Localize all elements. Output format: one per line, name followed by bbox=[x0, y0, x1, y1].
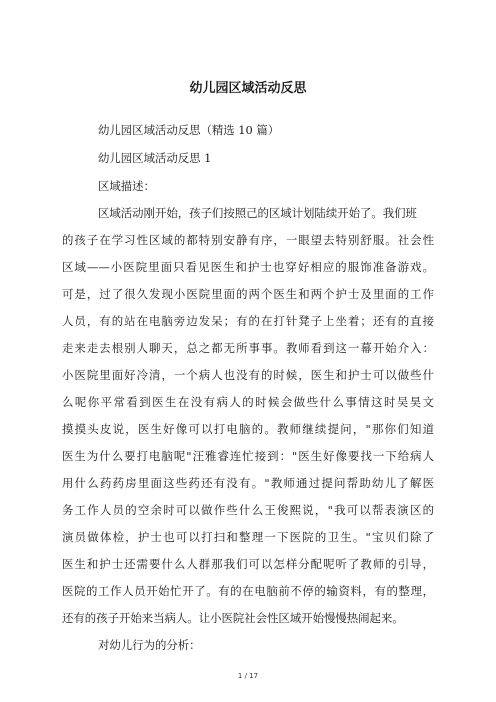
document-subtitle: 幼儿园区域活动反思（精选 10 篇） bbox=[98, 123, 280, 137]
section-heading: 幼儿园区域活动反思 1 bbox=[98, 151, 212, 165]
page-indicator: 1 / 17 bbox=[237, 672, 259, 680]
paragraph-line: 么呢你平常看到医生在没有病人的时候会做些什么事情这时吴昊文 bbox=[62, 395, 434, 409]
description-label: 区域描述： bbox=[98, 179, 155, 193]
paragraph-line: 演员做体检，护士也可以打扫和整理一下医院的卫生。"宝贝们除了 bbox=[62, 530, 434, 544]
paragraph-line: 区域——小医院里面只看见医生和护士也穿好相应的服饰准备游戏。 bbox=[62, 260, 434, 274]
document-title: 幼儿园区域活动反思 bbox=[189, 81, 307, 96]
paragraph-line: 医院的工作人员开始忙开了。有的在电脑前不停的输资料，有的整理， bbox=[62, 584, 434, 598]
paragraph-line: 的孩子在学习性区域的都特别安静有序，一眼望去特别舒服。社会性 bbox=[62, 233, 434, 247]
paragraph-line: 医生为什么要打电脑呢"汪雅睿连忙接到："医生好像要找一下给病人 bbox=[62, 449, 434, 463]
paragraph-line: 小医院里面好冷清，一个病人也没有的时候，医生和护士可以做些什 bbox=[62, 368, 434, 382]
paragraph-line: 摸摸头皮说，医生好像可以打电脑的。教师继续提问，"那你们知道 bbox=[62, 422, 434, 436]
paragraph-line: 走来走去根别人聊天，总之都无所事事。教师看到这一幕开始介入： bbox=[62, 341, 434, 355]
paragraph-line: 还有的孩子开始来当病人。让小医院社会性区域开始慢慢热闹起来。 bbox=[62, 611, 404, 625]
paragraph-line: 区域活动刚开始，孩子们按照己的区域计划陆续开始了。我们班 bbox=[98, 206, 417, 220]
paragraph-line: 人员，有的站在电脑旁边发呆；有的在打针凳子上坐着；还有的直接 bbox=[62, 314, 434, 328]
paragraph-line: 务工作人员的空余时可以做作些什么王俊熙说，"我可以帮表演区的 bbox=[62, 503, 434, 517]
paragraph-line: 用什么药药房里面这些药还有没有。"教师通过提问帮助幼儿了解医 bbox=[62, 476, 434, 490]
paragraph-line: 可是，过了很久发现小医院里面的两个医生和两个护士及里面的工作 bbox=[62, 287, 434, 301]
analysis-label: 对幼儿行为的分析： bbox=[98, 638, 201, 652]
paragraph-line: 医生和护士还需要什么人群那我们可以怎样分配呢听了教师的引导， bbox=[62, 557, 434, 571]
